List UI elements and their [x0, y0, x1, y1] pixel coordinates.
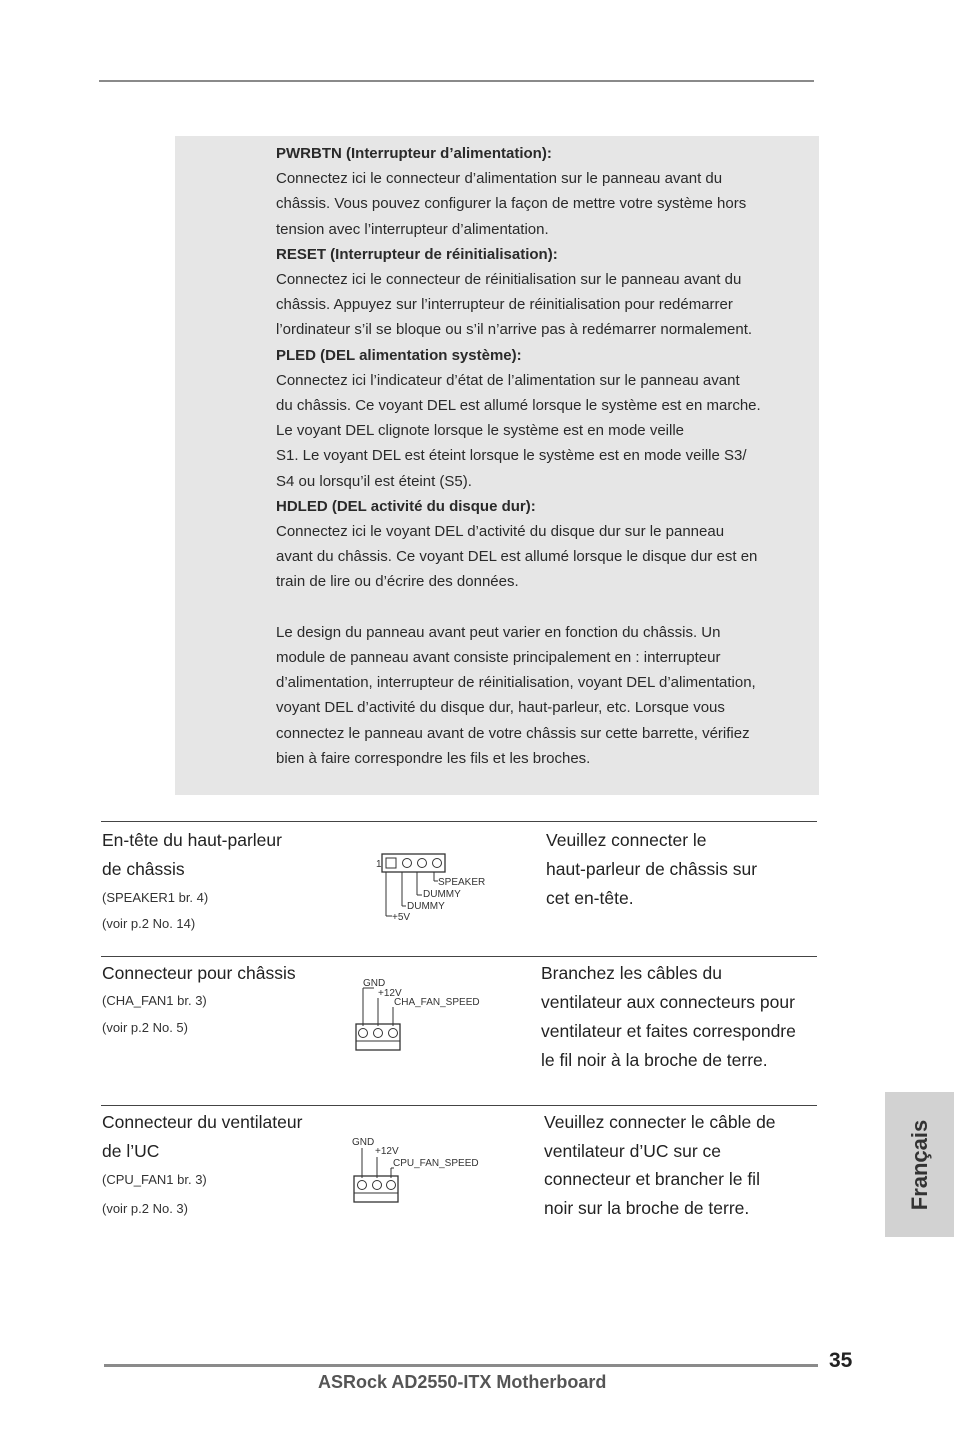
dummy-pin-label: DUMMY	[423, 889, 461, 900]
cpu-fan-ref: (CPU_FAN1 br. 3)	[102, 1172, 207, 1187]
note-line: train de lire ou d’écrire des données.	[276, 573, 519, 591]
cha-fan-desc-line: Branchez les câbles du	[541, 963, 722, 983]
cpu-fan-header-diagram	[348, 1132, 488, 1208]
speed-pin-label: CPU_FAN_SPEED	[393, 1158, 479, 1169]
pin	[373, 1181, 382, 1190]
note-line: avant du châssis. Ce voyant DEL est allumé lorsque le disque dur est en	[276, 548, 758, 566]
note-line: Le design du panneau avant peut varier en fonction du châssis. Un	[276, 623, 721, 641]
note-line: S4 ou lorsqu’il est éteint (S5).	[276, 472, 472, 490]
cpu-fan-desc-line: connecteur et brancher le fil	[544, 1169, 760, 1189]
note-line: module de panneau avant consiste principalement en : interrupteur	[276, 649, 721, 667]
gnd-pin-label: GND	[352, 1137, 375, 1148]
pin	[433, 859, 442, 868]
note-line: bien à faire correspondre les fils et les broches.	[276, 749, 591, 767]
v5-pin-label: +5V	[392, 912, 411, 923]
pin	[403, 859, 412, 868]
speaker-title-line: En-tête du haut-parleur	[102, 830, 282, 850]
note-line: Connectez ici le connecteur de réinitialisation sur le panneau avant du	[276, 271, 742, 289]
cha-fan-title: Connecteur pour châssis	[102, 963, 296, 983]
note-line: d’alimentation, interrupteur de réinitialisation, voyant DEL d’alimentation,	[276, 674, 756, 692]
v12-pin-label: +12V	[378, 988, 402, 999]
speaker-pin-label: SPEAKER	[438, 877, 486, 888]
speaker-desc-line: Veuillez connecter le	[546, 830, 707, 850]
section-divider	[101, 821, 817, 822]
paragraph-gap	[276, 595, 824, 620]
cha-fan-desc-line: ventilateur aux connecteurs pour	[541, 992, 795, 1012]
footer-product-name: ASRock AD2550-ITX Motherboard	[318, 1372, 607, 1392]
page-number: 35	[829, 1349, 853, 1372]
speaker-desc-line: cet en-tête.	[546, 888, 634, 908]
pin	[358, 1181, 367, 1190]
pin	[389, 1029, 398, 1038]
top-rule	[99, 80, 814, 82]
cha-fan-desc-line: ventilateur et faites correspondre	[541, 1021, 796, 1041]
pin	[359, 1029, 368, 1038]
cpu-fan-desc-line: Veuillez connecter le câble de	[544, 1112, 776, 1132]
pled-heading: PLED (DEL alimentation système):	[276, 346, 522, 364]
cha-fan-ref: (CHA_FAN1 br. 3)	[102, 993, 207, 1008]
section-divider	[101, 956, 817, 957]
gnd-pin-label: GND	[363, 978, 386, 989]
note-line: Le voyant DEL clignote lorsque le système est en mode veille	[276, 422, 684, 440]
section-divider	[101, 1105, 817, 1106]
header-outline	[382, 854, 445, 872]
note-line: Connectez ici l’indicateur d’état de l’alimentation sur le panneau avant	[276, 371, 740, 389]
pwrbtn-heading: PWRBTN (Interrupteur d’alimentation):	[276, 145, 552, 162]
speaker-see: (voir p.2 No. 14)	[102, 916, 196, 931]
pin1-label: 1	[376, 859, 382, 870]
note-line: S1. Le voyant DEL est éteint lorsque le système est en mode veille S3/	[276, 447, 747, 465]
note-line: l’ordinateur s’il se bloque ou s’il n’arrive pas à redémarrer normalement.	[276, 321, 753, 339]
note-line: Connectez ici le voyant DEL d’activité du disque dur sur le panneau	[276, 523, 725, 541]
pin	[374, 1029, 383, 1038]
cha-fan-see: (voir p.2 No. 5)	[102, 1020, 188, 1035]
note-line: du châssis. Ce voyant DEL est allumé lorsque le système est en marche.	[276, 397, 761, 415]
reset-heading: RESET (Interrupteur de réinitialisation):	[276, 245, 558, 263]
cpu-fan-title-line: Connecteur du ventilateur	[102, 1112, 303, 1132]
pin	[418, 859, 427, 868]
v12-pin-label: +12V	[375, 1146, 399, 1157]
pin	[387, 1181, 396, 1190]
speaker-title-line: de châssis	[102, 859, 185, 879]
note-line: Connectez ici le connecteur d’alimentation sur le panneau avant du	[276, 170, 723, 188]
cpu-fan-see: (voir p.2 No. 3)	[102, 1201, 188, 1216]
note-line: voyant DEL d’activité du disque dur, haut-parleur, etc. Lorsque vous	[276, 699, 725, 717]
cpu-fan-title-line: de l’UC	[102, 1141, 160, 1161]
note-line: châssis. Appuyez sur l’interrupteur de réinitialisation pour redémarrer	[276, 296, 733, 314]
language-side-tab	[885, 1092, 954, 1237]
pin-square	[386, 858, 396, 868]
dummy-pin-label: DUMMY	[407, 901, 445, 912]
note-line: connectez le panneau avant de votre châssis sur cette barrette, vérifiez	[276, 724, 750, 742]
note-line: châssis. Vous pouvez configurer la façon de mettre votre système hors	[276, 195, 747, 213]
cha-fan-header-diagram	[350, 974, 490, 1054]
front-panel-note-text	[276, 141, 824, 771]
speaker-header-diagram	[370, 850, 490, 926]
footer-rule	[104, 1364, 818, 1367]
cpu-fan-desc-line: ventilateur d’UC sur ce	[544, 1141, 722, 1161]
hdled-heading: HDLED (DEL activité du disque dur):	[276, 497, 536, 515]
note-line: tension avec l’interrupteur d’alimentation.	[276, 220, 549, 238]
speed-pin-label: CHA_FAN_SPEED	[394, 997, 480, 1008]
speaker-ref: (SPEAKER1 br. 4)	[102, 890, 209, 905]
cpu-fan-desc-line: noir sur la broche de terre.	[544, 1198, 750, 1218]
cha-fan-desc-line: le fil noir à la broche de terre.	[541, 1050, 768, 1070]
language-tab-label: Français	[906, 1119, 932, 1210]
speaker-desc-line: haut-parleur de châssis sur	[546, 859, 758, 879]
